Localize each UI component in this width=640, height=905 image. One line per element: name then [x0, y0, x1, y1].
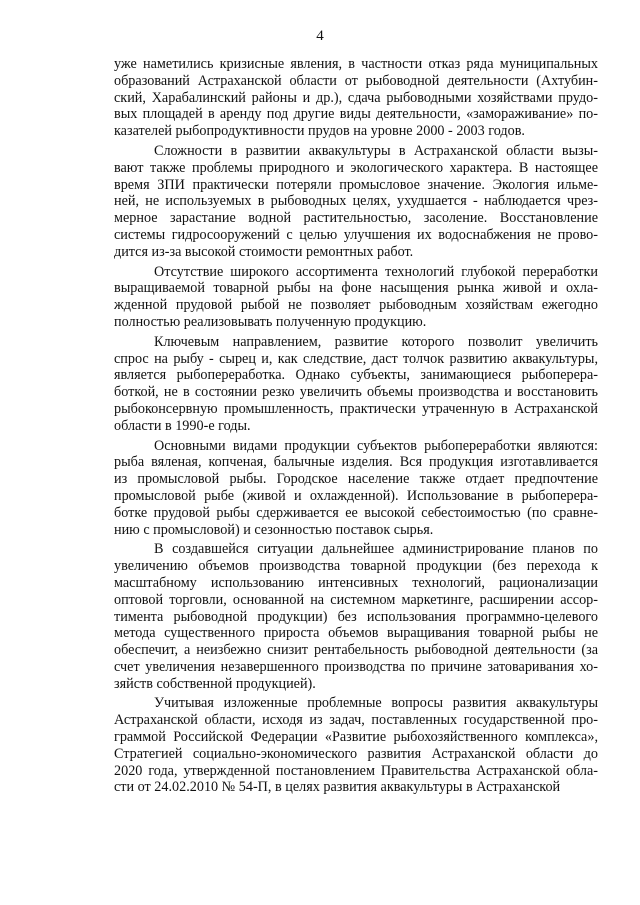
paragraph	[114, 541, 598, 692]
text-line: системы гидросооружений с целью улучшения их водоснабжения не прово-	[114, 226, 598, 243]
text-line: обеспечит, а неизбежно снизит рентабельность рыбоводной деятельности (за	[114, 642, 598, 659]
text-line: жденной прудовой рыбой не позволяет рыбоводным хозяйствам ежегодно	[114, 297, 598, 314]
text-line: 2020 года, утвержденной постановлением Правительства Астраханской обла-	[114, 762, 598, 779]
text-line: уже наметились кризисные явления, в частности отказ ряда муниципальных	[114, 56, 598, 72]
text-line: является рыбопереработка. Однако субъекты, занимающиеся рыбоперера-	[114, 367, 598, 384]
text-line: боткой, не в состоянии резко увеличить объемы производства и восстановить	[114, 384, 598, 401]
text-line: Сложности в развитии аквакультуры в Астраханской области вызы-	[154, 142, 598, 159]
text-line: области в 1990-е годы.	[114, 417, 251, 434]
text-line: рыбоконсервную промышленность, практически утраченную в Астраханской	[114, 400, 598, 417]
text-line: образований Астраханской области от рыбоводной деятельности (Ахтубин-	[114, 72, 598, 89]
text-line: счет увеличения незавершенного производства по причине затоваривания хо-	[114, 658, 598, 675]
text-line: время ЗПИ практически потеряли промысловое значение. Экология ильме-	[114, 176, 598, 193]
paragraph	[114, 334, 598, 435]
text-line: вают также проблемы природного и экологического характера. В настоящее	[114, 159, 598, 176]
paragraph	[114, 143, 598, 261]
text-line: выращиваемой товарной рыбы на фоне насыщения рынка живой и охла-	[114, 280, 598, 297]
text-line: из промысловой рыбы. Городское население также отдает предпочтение	[114, 471, 598, 488]
text-line: промысловой рыбе (живой и охлажденной). Использование в рыбоперера-	[114, 487, 598, 504]
text-line: дится из-за высокой стоимости ремонтных работ.	[114, 243, 414, 260]
text-line: рыба вяленая, копченая, балычные изделия. Вся продукция изготавливается	[114, 454, 598, 471]
text-line: метода существенного прироста объемов выращивания товарной рыбы не	[114, 625, 598, 642]
text-line: тимента рыбоводной продукции) без использования программно-целевого	[114, 608, 598, 625]
text-line: казателей рыбопродуктивности прудов на уровне 2000 - 2003 годов.	[114, 123, 525, 140]
paragraph	[114, 56, 598, 140]
text-line: увеличению объемов производства товарной продукции (без перехода к	[114, 558, 598, 575]
text-line: ский, Харабалинский районы и др.), сдача рыбоводными хозяйствами прудо-	[114, 89, 598, 106]
text-line: сти от 24.02.2010 № 54-П, в целях развития аквакультуры в Астраханской	[114, 779, 561, 796]
paragraph	[114, 438, 598, 539]
text-line: полностью реализовывать полученную продукцию.	[114, 313, 427, 330]
text-line: Ключевым направлением, развитие которого позволит увеличить	[154, 333, 598, 350]
page-number: 4	[316, 28, 324, 44]
text-line: Отсутствие широкого ассортимента технологий глубокой переработки	[154, 263, 598, 280]
text-line: граммой Российской Федерации «Развитие рыбохозяйственного комплекса»,	[114, 729, 598, 746]
text-line: масштабному использованию интенсивных технологий, рационализации	[114, 574, 598, 591]
paragraph	[114, 695, 598, 796]
text-line: Основными видами продукции субъектов рыбопереработки являются:	[154, 437, 598, 454]
text-line: мерное зарастание водной растительностью, засоление. Восстановление	[114, 210, 598, 227]
text-line: спрос на рыбу - сырец и, как следствие, даст толчок развитию аквакультуры,	[114, 350, 598, 367]
text-line: ботке прудовой рыбы сдерживается ее высокой себестоимостью (по сравне-	[114, 504, 598, 521]
text-line: В создавшейся ситуации дальнейшее администрирование планов по	[154, 541, 598, 558]
text-line: зяйств собственной продукцией).	[114, 675, 316, 692]
text-line: Стратегией социально-экономического развития Астраханской области до	[114, 745, 598, 762]
paragraph	[114, 264, 598, 331]
text-line: Учитывая изложенные проблемные вопросы развития аквакультуры	[154, 695, 598, 712]
document-body	[114, 56, 598, 796]
text-line: ней, не используемых в рыбоводных целях, ухудшается - наблюдается чрез-	[114, 193, 598, 210]
text-line: оптовой торговли, основанной на системном маркетинге, расширении ассор-	[114, 591, 598, 608]
text-line: нию с промысловой) и сезонностью поставок сырья.	[114, 521, 434, 538]
text-line: Астраханской области, исходя из задач, поставленных государственной про-	[114, 712, 598, 729]
text-line: вых площадей в аренду под другие виды деятельности, «замораживание» по-	[114, 106, 598, 123]
